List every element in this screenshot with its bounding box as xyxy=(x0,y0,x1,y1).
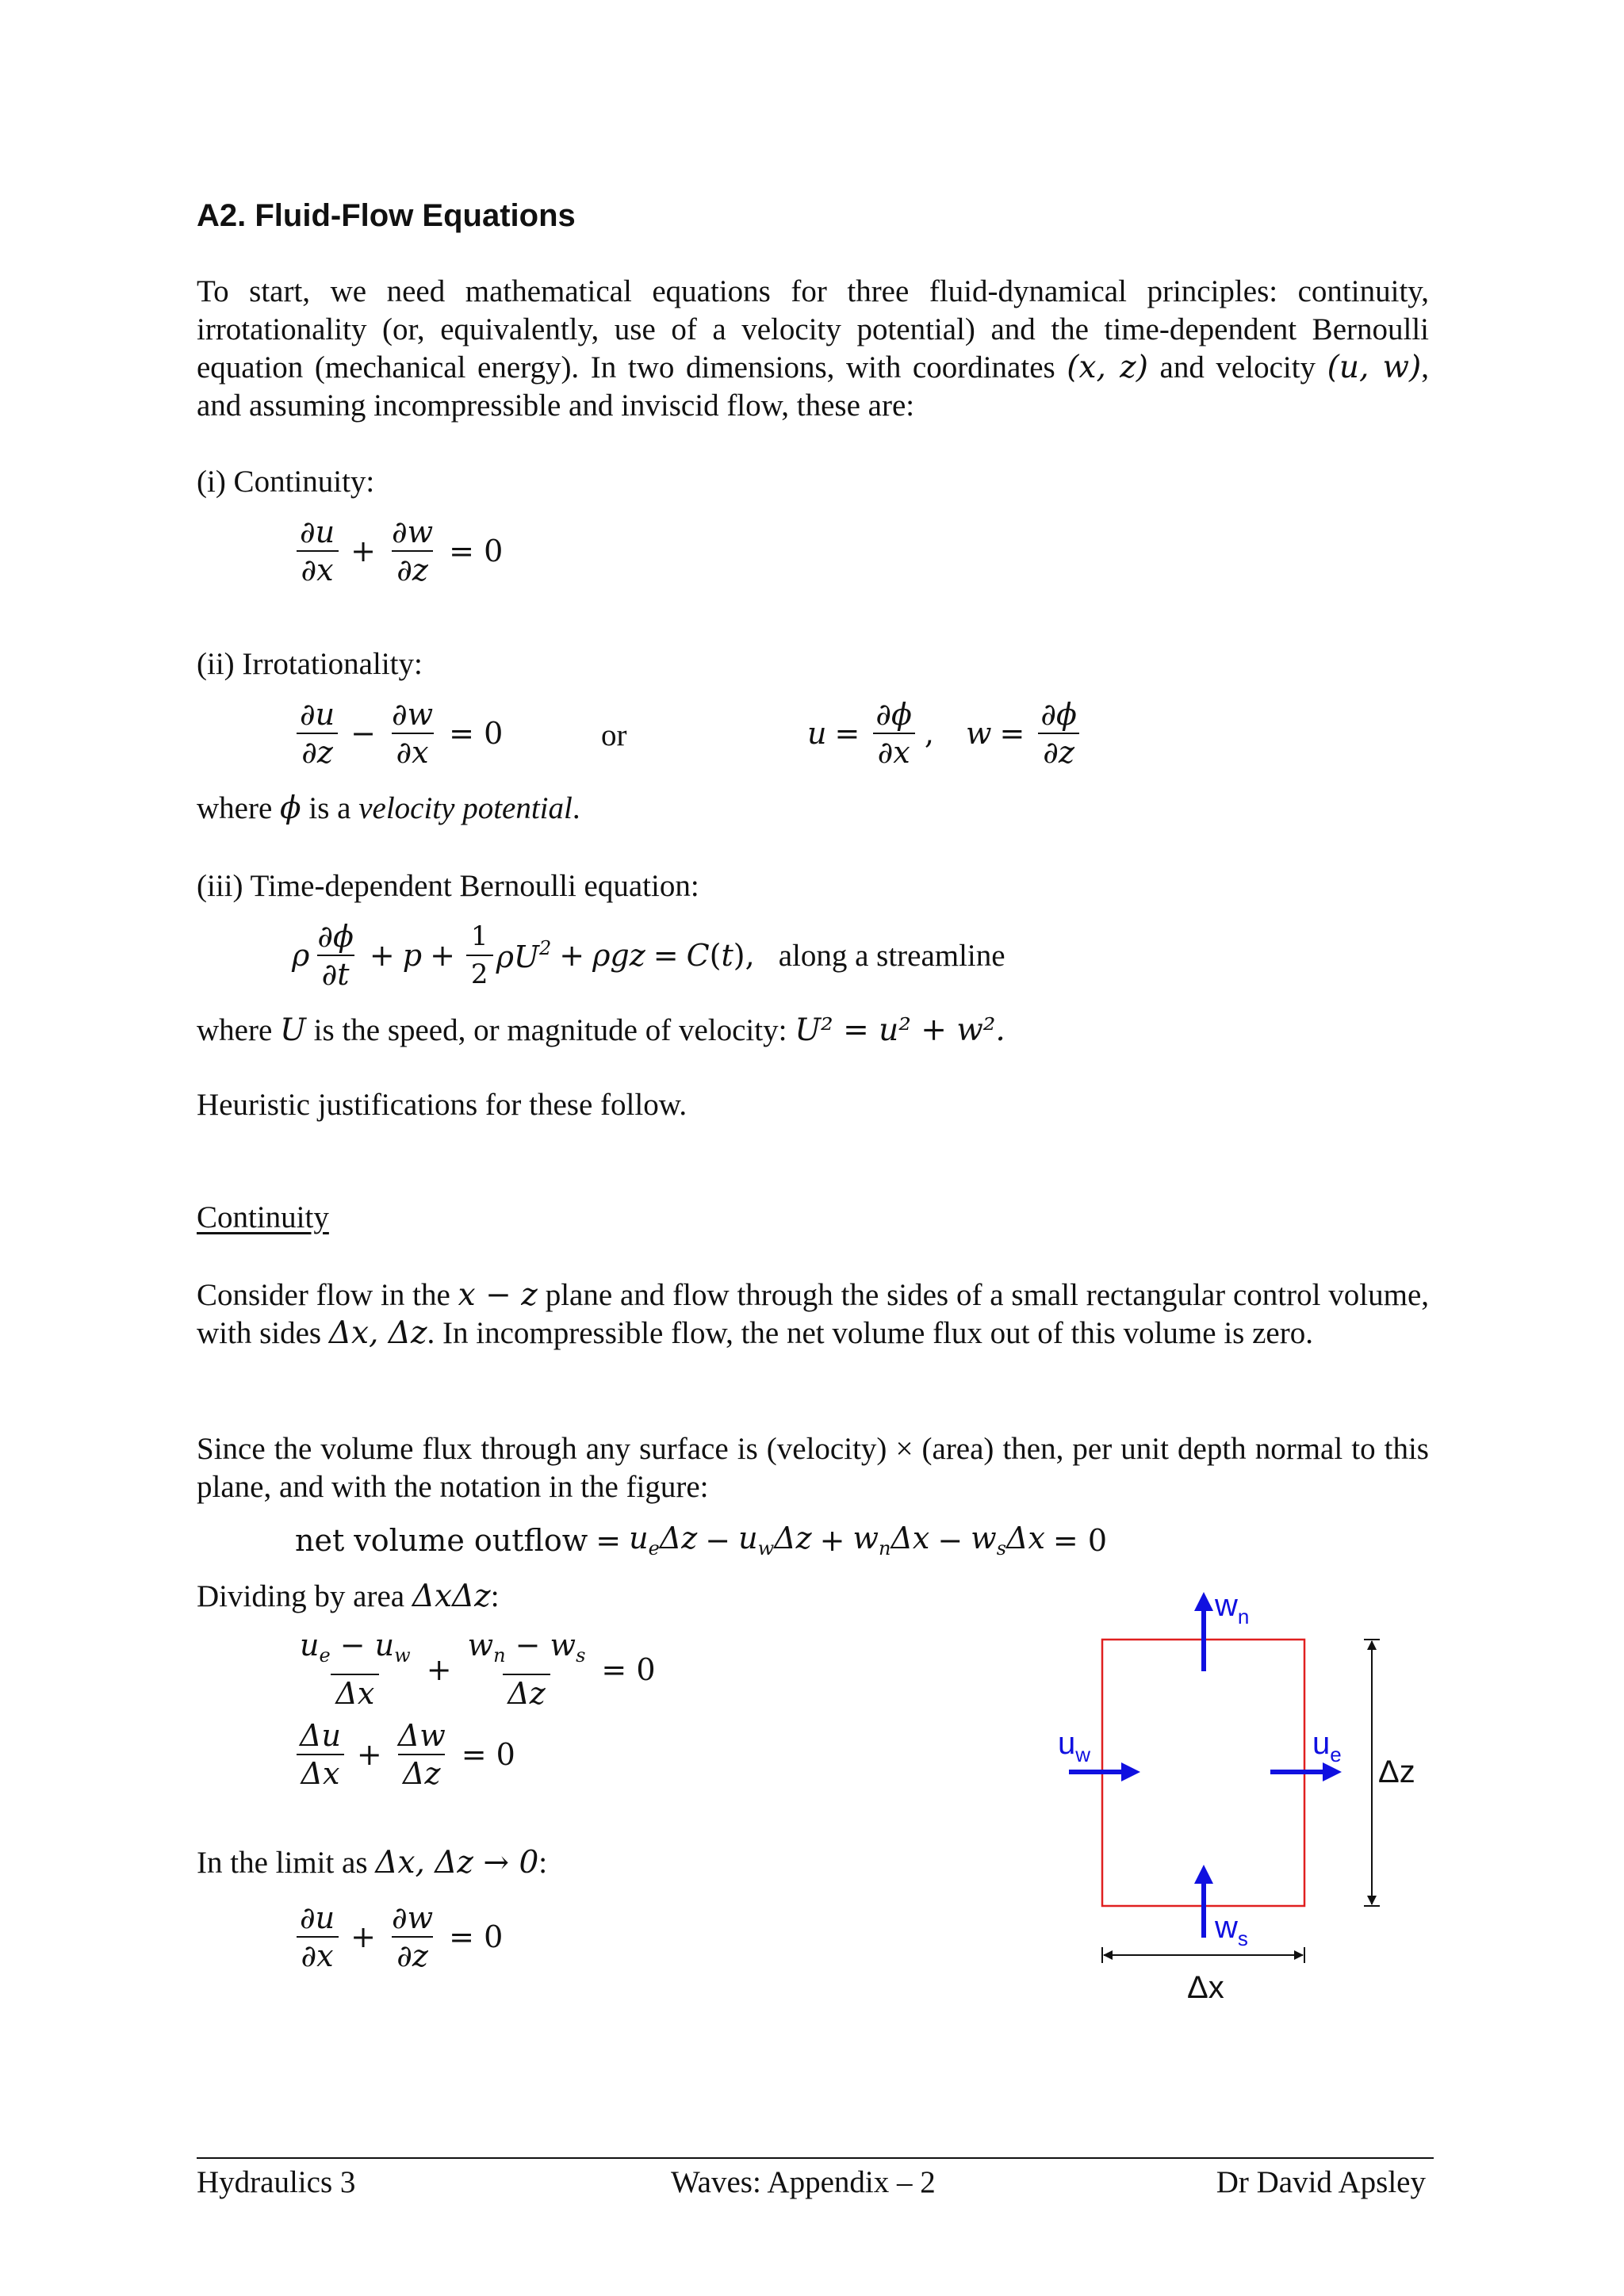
continuity-paragraph-2: Since the volume flux through any surface is (velocity) × (area) then, per unit depth normal to this plane, and with the notation in the figure: xyxy=(197,1432,1429,1504)
limit-equation: $\frac{\partial u}{\partial x}$ + $\frac{\partial w}{\partial z}$ = 0 xyxy=(292,1900,511,1974)
velocity-potential-note: where ϕ is a velocity potential. xyxy=(197,790,580,826)
dz-label: Δz xyxy=(1378,1755,1415,1789)
dz-dimension xyxy=(1364,1640,1380,1906)
footer-rule xyxy=(197,2157,1434,2159)
velocity-potential-equation: u = $\frac{\partial\phi}{\partial x}$ , w = $\frac{\partial\phi}{\partial z}$ xyxy=(807,696,1085,771)
difference-equation: $\frac{\Delta u}{\Delta x}$ + $\frac{\Delta w}{\Delta z}$ = 0 xyxy=(292,1717,523,1792)
intro-paragraph: To start, we need mathematical equations for three fluid-dynamical principles: continuity, irrotationality (or, equivalently, use of a velocity potential) and the time-dependent Bernoulli equation (mechanical energy). In two dimensions, with coordinates (x, z) and velocity (u, w), and assuming incompressible and inviscid flow, these are: xyxy=(197,274,1429,423)
bernoulli-equation: ρ $\frac{\partial\phi}{\partial t}$ + p + $\frac{1}{2}$ $\rho U^2$ + ρgz = C ( t ), along a streamline xyxy=(292,919,1005,992)
net-outflow-equation: net volume outflow = $u_e\Delta z$ − $u_w\Delta z$ + $w_n\Delta x$ − $w_s\Delta x$ = 0 xyxy=(295,1521,1108,1559)
speed-note: where U is the speed, or magnitude of velocity: U² = u² + w². xyxy=(197,1012,1005,1048)
wn-label: $w_n$ xyxy=(1215,1588,1250,1628)
ws-arrow xyxy=(1194,1865,1213,1938)
footer-center: Waves: Appendix – 2 xyxy=(671,2165,936,2199)
dividing-note: Dividing by area ΔxΔz: xyxy=(197,1578,500,1614)
ws-label: $w_s$ xyxy=(1215,1910,1248,1950)
dx-label: Δx xyxy=(1187,1970,1224,2005)
continuity-paragraph-1: Consider flow in the x − z plane and flow through the sides of a small rectangular control volume, with sides Δx, Δz. In incompressible flow, the net volume flux out of this volume is zero. xyxy=(197,1277,1430,1351)
continuity-equation: $\frac{\partial u}{\partial x}$ + $\frac{\partial w}{\partial z}$ = 0 xyxy=(292,514,511,588)
wn-arrow xyxy=(1194,1592,1213,1671)
continuity-label: (i) Continuity: xyxy=(197,465,375,499)
footer-right: Dr David Apsley xyxy=(1216,2165,1426,2199)
section-heading: A2. Fluid-Flow Equations xyxy=(197,198,576,233)
control-volume-figure xyxy=(1031,1586,1475,2014)
irrotationality-equation: $\frac{\partial u}{\partial z}$ − $\frac{\partial w}{\partial x}$ = 0 xyxy=(292,696,511,771)
heuristic-note: Heuristic justifications for these follow. xyxy=(197,1088,688,1122)
footer-left: Hydraulics 3 xyxy=(197,2165,356,2199)
limit-note: In the limit as Δx, Δz → 0: xyxy=(197,1845,548,1881)
or-text: or xyxy=(601,718,627,752)
bernoulli-label: (iii) Time-dependent Bernoulli equation: xyxy=(197,869,699,903)
ue-label: $u_e$ xyxy=(1312,1726,1342,1766)
dx-dimension xyxy=(1102,1947,1304,1963)
continuity-section-heading: Continuity xyxy=(197,1200,329,1234)
divided-equation: $\frac{u_e - u_w}{\Delta x}$ + $\frac{w_n - w_s}{\Delta z}$ = 0 xyxy=(300,1628,656,1711)
uw-label: $u_w$ xyxy=(1058,1726,1091,1766)
irrotationality-label: (ii) Irrotationality: xyxy=(197,647,423,681)
